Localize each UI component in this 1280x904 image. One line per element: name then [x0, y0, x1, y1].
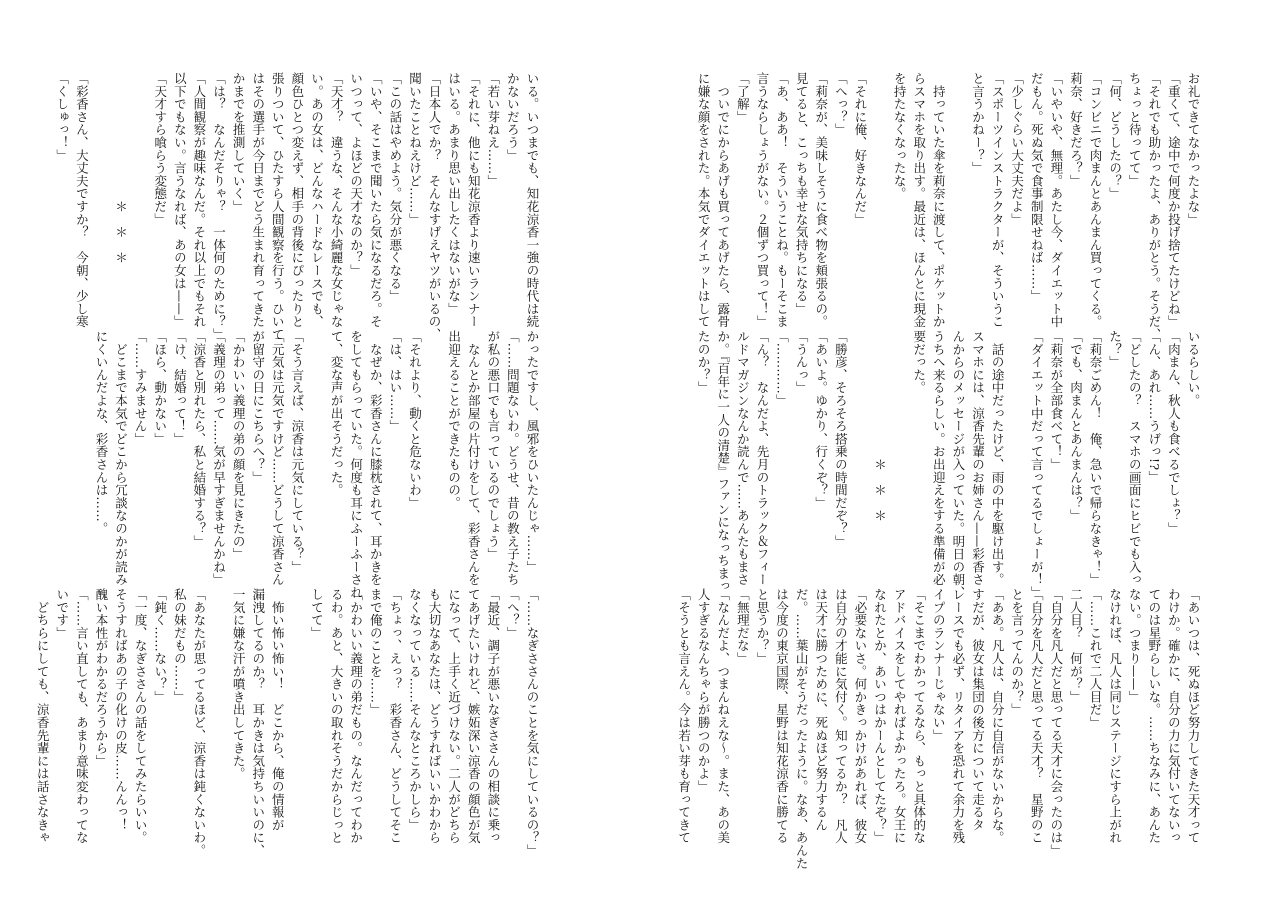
text-line: 「天才？ 違うな、そんな小綺麗な女じゃな [329, 72, 345, 328]
text-line: 「いや、そこまで聞いたら気になるだろ。そ [368, 72, 384, 328]
text-line: ルドマガジンなんか読んで……あんたもまさ [735, 330, 751, 586]
text-line: 張りついて、ひたすら人間観察を行う。ひいて [270, 72, 286, 341]
text-line: レースでも必ず、リタイアを恐れて余力を残 [950, 588, 966, 844]
text-line: 「そこまでわかってるなら、もっと具体的な [911, 588, 927, 844]
text-line [850, 330, 870, 560]
text-line: 「天才すら喰らう変態だ」 [152, 72, 168, 226]
text-line: 聞いたことねえけど……」 [407, 72, 423, 226]
text-line: 「そう言えば、涼香は元気にしている？」 [289, 330, 305, 574]
text-line: を持たなくなったな。 [892, 72, 908, 200]
text-line: 「自分を凡人だと思ってる天才？ 星野のこ [1029, 588, 1045, 844]
text-line: たのか？」 [696, 330, 712, 394]
text-line: いつって、よほどの天才なのか？」 [348, 72, 364, 277]
text-line: いる。いつまでも、知花涼香一強の時代は続 [525, 72, 540, 328]
text-line: 「あいつは、死ぬほど努力してきた天才って [1186, 588, 1201, 844]
text-block-middle [696, 330, 1203, 599]
text-line: 「……すみません」 [133, 330, 149, 446]
text-line: 二人目？ 何が？」 [1068, 588, 1084, 704]
text-line: 「コンビニで肉まんとあんまん買ってくる。 [1088, 72, 1104, 328]
text-line: 一気に嫌な汗が噴き出してきた。 [231, 588, 247, 780]
text-line: 私の妹だもの……」 [172, 588, 188, 704]
text-line: 「人間観察が趣味なんだ。それ以上でもそれ [191, 72, 207, 328]
text-line: んからのメッセージが入っていた。明日の朝、 [950, 330, 966, 599]
text-line: お礼できてなかったよな」 [1186, 72, 1201, 226]
text-line: 「うんっ」 [794, 330, 810, 394]
text-line [424, 330, 444, 560]
text-line: はいる。あまり思い出したくはないがな」 [446, 72, 462, 316]
text-line: なぜか、彩香さんに膝枕されて、耳かきを [368, 330, 384, 586]
text-line: 人すぎるなんちゃらが勝つのかよ」 [696, 588, 712, 793]
text-line: とを言ってんのか？」 [1009, 588, 1025, 716]
text-line: 「若い芽ねえ……」 [485, 72, 501, 188]
text-line: い。あの女は、どんなハードなレースでも、 [309, 72, 325, 328]
text-line: 以下でもない。言うなれば、あの女は——」 [172, 72, 188, 328]
text-line: はその選手が今日までどう生まれ育ってきた [250, 72, 266, 328]
text-line [209, 588, 229, 818]
text-line: 「あなたが思ってるほど、涼香は鈍くないわ。 [191, 588, 207, 857]
text-line: か。『百年に一人の清楚』ファンになっちまっ [715, 330, 731, 593]
text-line: になって、上手く近づけない。二人がどちら [446, 588, 462, 844]
text-line: 「……問題ないわ。どうせ、昔の教え子たち [505, 330, 521, 586]
text-block-middle [82, 330, 542, 599]
text-line: 「…………」 [774, 330, 790, 407]
text-line: てのは星野らしいな。……ちなみに、あんた [1146, 588, 1162, 844]
text-line: なくなっている……そんなところかしら」 [407, 588, 423, 832]
text-line: イプのランナーじゃない」 [931, 588, 947, 742]
text-line: に嫌な顔をされた。本気でダイエットはして [696, 72, 712, 328]
text-line: 醜い本性がわかるだろうから」 [93, 588, 109, 768]
text-line: 「了解」 [735, 72, 751, 124]
text-line: 「でも、肉まんとあんまんは？」 [1068, 330, 1084, 522]
text-line: スマホには、涼香先輩のお姉さん——彩香さ [970, 330, 986, 586]
text-line: ない。つまり——」 [1127, 588, 1143, 704]
text-line: どちらにしても、涼香先輩には話さなきゃ [35, 588, 51, 844]
text-line: 「自分を凡人だと思ってる天才に会ったのは」 [1048, 588, 1064, 857]
text-line: してて」 [309, 588, 325, 640]
text-line: まで俺のことを……」 [368, 588, 384, 716]
text-line: わけか。確かに、自分の力に気付いてないっ [1166, 588, 1182, 844]
text-line: 「は？ なんだそりゃ？ 一体何のために？」 [211, 72, 227, 341]
text-line: 「ほら、動かない」 [152, 330, 168, 446]
text-line: 「勝彦、そろそろ搭乗の時間だぞ？」 [833, 330, 849, 548]
text-line: ちょっと待ってて」 [1127, 72, 1143, 188]
text-line: 「何、どうしたの？」 [1107, 72, 1123, 200]
text-line: なければ、凡人は同じステージにすら上がれ [1107, 588, 1123, 844]
text-line: ついでにからあげも買ってあげたら、露骨 [715, 72, 731, 328]
text-line: 「……これで二人目だ」 [1088, 588, 1104, 729]
text-line [948, 72, 968, 302]
text-line: 「莉奈が全部食べて！」 [1048, 330, 1064, 471]
text-line: 「ん、あれ……うげっ!?」 [1146, 330, 1162, 484]
text-line: そうすればあの子の化けの皮……んんっ！ [113, 588, 129, 832]
text-line: 「莉奈ごめん！ 俺、急いで帰らなきゃ！」 [1088, 330, 1104, 586]
text-line: 「どしたの？ スマホの画面にヒビでも入っ [1127, 330, 1143, 586]
text-line: 「それに、他にも知花涼香より速いランナー [466, 72, 482, 328]
text-line: て、変な声が出そうだった。 [329, 330, 345, 497]
text-line: をしてもらっていた。何度も耳にふーふーされ [348, 330, 364, 599]
text-line: 「少しぐらい大丈夫だよ」 [1009, 72, 1025, 226]
text-line: ＊ ＊ ＊ [872, 330, 888, 522]
text-line: いるらしい。 [1186, 330, 1201, 407]
text-line: るわ。あと、大きいの取れそうだからじっと [329, 588, 345, 844]
text-line: だもん。死ぬ気で食事制限せねば……」 [1029, 72, 1045, 303]
text-line: た？」 [1107, 330, 1123, 369]
text-line: は天才に勝つために、死ぬほど努力するん [813, 588, 829, 832]
text-line: 「け、結婚って！」 [172, 330, 188, 446]
text-line: 話の途中だったけど、雨の中を駆け出す。 [990, 330, 1006, 586]
text-line: 「あ、ああ！ そういうことね。もーそこま [774, 72, 790, 328]
text-line: ＊ ＊ ＊ [113, 72, 129, 264]
text-line: どこまで本気でどこから冗談なのかが読み [113, 330, 129, 586]
text-line: と言うかねー？」 [970, 72, 986, 175]
text-line: と思うか？」 [754, 588, 770, 665]
text-line: かったですし、風邪をひいたんじゃ……」 [525, 330, 540, 574]
text-line: 「あいよ。ゆかり、行くぞ？」 [813, 330, 829, 510]
text-line: 「ん？ なんだよ、先月のトラック＆フィー [754, 330, 770, 586]
text-line: かまでを推測していく」 [231, 72, 247, 213]
text-line: は今度の東京国際、星野は知花涼香に勝てる [774, 588, 790, 844]
text-line: 「必要ないさ。何かきっかけがあれば、彼女 [852, 588, 868, 844]
text-line [131, 72, 151, 302]
text-line: アドバイスをしてやればよかったろ。女王に [892, 588, 908, 844]
text-block-top [54, 72, 542, 341]
text-line: なれたとか、あいつはかーんとしてたぞ？」 [872, 588, 888, 844]
text-line: 「へっ？」 [833, 72, 849, 136]
text-line: にくいんだよな、彩香さんは……。 [93, 330, 109, 535]
text-line: 「この話はやめよう。気分が悪くなる」 [387, 72, 403, 303]
right-page [640, 0, 1280, 904]
text-line [307, 330, 327, 560]
text-line [91, 72, 111, 302]
text-line: は自分の才能に気付く。知ってるか？ 凡人 [833, 588, 849, 844]
text-line: らスマホを取り出す。最近は、ほんとに現金 [911, 72, 927, 328]
text-line: 「かわいい義理の弟の顔を見にきたの」 [231, 330, 247, 561]
text-line: 「義理の弟って……気が早すぎませんかね」 [211, 330, 227, 586]
text-line: 「肉まん、秋人も食べるでしょ？」 [1166, 330, 1182, 535]
text-line: 「それより、動くと危ないわ」 [407, 330, 423, 510]
text-line: が私の悪口でも言っているのでしょう」 [485, 330, 501, 561]
text-line: 見てると、こっちも幸せな気持ちになる」 [794, 72, 810, 316]
text-line: すだが、彼女は集団の後方について走るタ [970, 588, 986, 832]
text-line [1007, 330, 1027, 560]
text-line: 「彩香さん、大丈夫ですか？ 今朝、少し寒 [74, 72, 90, 328]
text-line: 「ちょっ、えっ？ 彩香さん、どうしてそこ [387, 588, 403, 844]
text-line [287, 588, 307, 818]
text-line: 「ああ。凡人は、自分に自信がないからな。 [990, 588, 1006, 844]
text-line: いです」 [54, 588, 70, 640]
text-line: 怖い怖い怖い！ どこから、俺の情報が [270, 588, 286, 832]
text-block-bottom [676, 588, 1203, 870]
text-line: かないだろう」 [505, 72, 521, 162]
text-line: 「莉奈が、美味しそうに食べ物を頬張るの。 [813, 72, 829, 328]
text-line: 「日本人でか？ そんなすげえヤツがいるの、 [427, 72, 443, 341]
text-line: てあげたいけれど、嫉妬深い涼香の顔色が気 [466, 588, 482, 844]
text-line: 「重くて、途中で何度か投げ捨てたけどね」 [1166, 72, 1182, 328]
text-line: 「無理だな」 [735, 588, 751, 665]
text-line: 「へ？」 [505, 588, 521, 640]
text-line: 「なんだよ、つまんねえな〜。また、あの美 [715, 588, 731, 844]
text-line: 出迎えることができたものの。 [446, 330, 462, 510]
text-line: も大切なあなたは、どうすればいいかわから [427, 588, 443, 844]
text-line: 要だった。 [911, 330, 927, 394]
text-line: 「……なぎささんのことを気にしているの？」 [525, 588, 540, 857]
text-line: 「かわいい義理の弟だもの。なんだってわか [348, 588, 364, 844]
text-line [870, 72, 890, 302]
text-line: 「最近、調子が悪いなぎささんの相談に乗っ [485, 588, 501, 844]
text-line: 「一度、なぎささんの話をしてみたらいい。 [133, 588, 149, 844]
text-line: 「ダイエット中だって言ってるでしょーが！」 [1029, 330, 1045, 599]
text-line: 「いやいや、無理。あたし今、ダイエット中 [1048, 72, 1064, 328]
text-line: 漏洩してるのか？ 耳かきは気持ちいいのに、 [250, 588, 266, 857]
text-line: 顔色ひとつ変えず、相手の背後にぴったりと [289, 72, 305, 328]
text-line: 莉奈、好きだろ？」 [1068, 72, 1084, 188]
text-line: 「それに俺、好きなんだ」 [852, 72, 868, 226]
text-block-bottom [35, 588, 542, 857]
text-line: 言うならしょうがない。２個ずつ買って！」 [754, 72, 770, 328]
text-line: 「くしゅっ！」 [54, 72, 70, 162]
text-line: 「スポーツインストラクターが、そういうこ [990, 72, 1006, 328]
text-line: が留守の日にこちらへ？」 [250, 330, 266, 484]
text-line: 「それでも助かったよ、ありがとう。そうだ、 [1146, 72, 1162, 341]
text-line: だ。……葉山がそうだったように。なあ、あんた [794, 588, 810, 870]
text-line: なんとか部屋の片付けをして、彩香さんを [466, 330, 482, 586]
text-line: 「鈍く……ない？」 [152, 588, 168, 704]
text-line: 「は、はい……」 [387, 330, 403, 433]
text-line: うちへ来るらしい。お出迎えをする準備が必 [931, 330, 947, 586]
text-line: 「そうとも言えん。今は若い芽も育ってきて [676, 588, 692, 844]
text-block-top [696, 72, 1203, 341]
text-line: 「涼香と別れたら、私と結婚する？」 [191, 330, 207, 548]
text-line [890, 330, 910, 560]
text-line: 持っていた傘を莉奈に渡して、ポケットか [931, 72, 947, 328]
text-line: 「……言い直しても、あまり意味変わってな [74, 588, 90, 844]
text-line: 「元気は元気ですけど……どうして涼香さん [270, 330, 286, 586]
